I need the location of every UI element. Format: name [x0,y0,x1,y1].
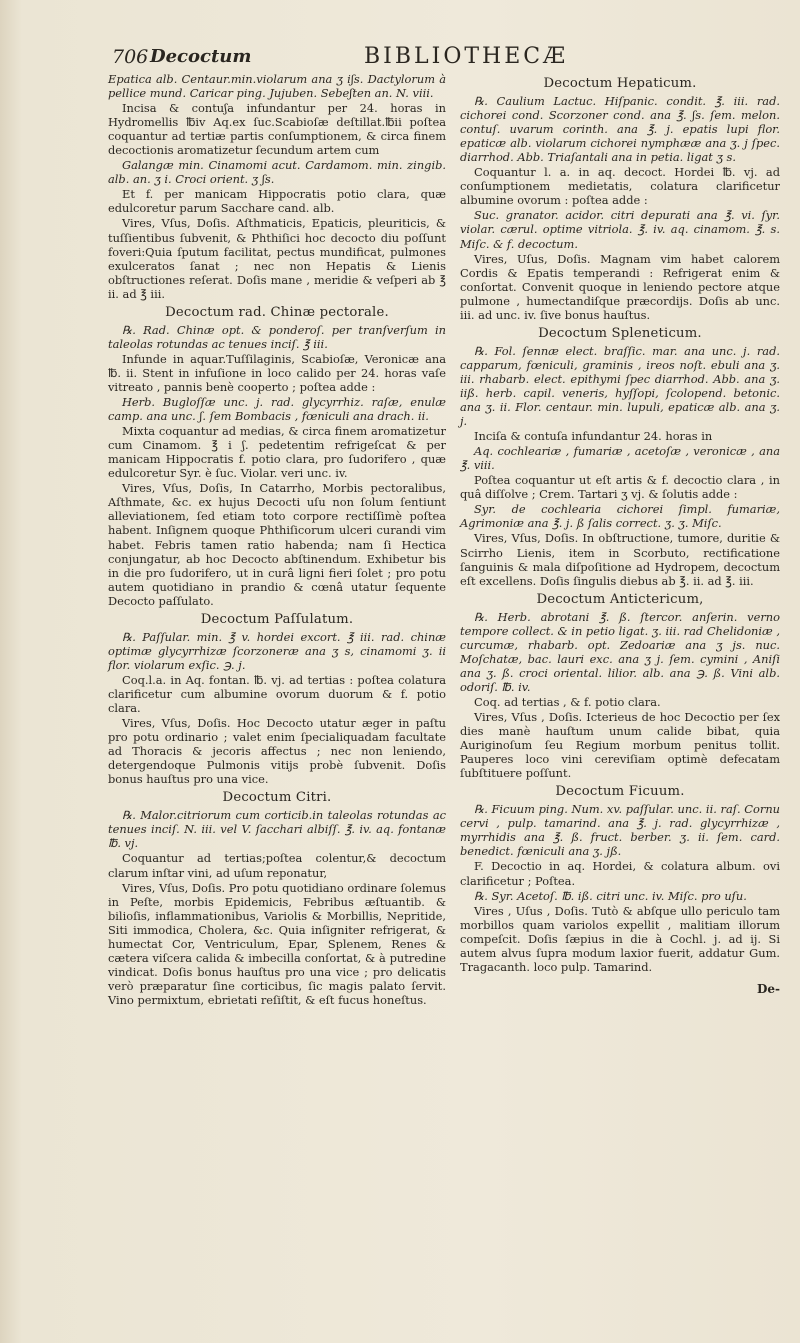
vires-paragraph: Vires, Vſus, Doſis. In obſtructione, tumore, duritie & Scirrho Lienis, item in Scorbuto, rectificatione ſanguinis & mala diſpoſitione ad Hydropem, decoctum eſt excellens. Doſis ſingulis diebus ab ℥. ii. ad ℥. iii. [460,531,780,588]
paragraph: Coq.l.a. in Aq. fontan. ℔. vj. ad tertias : poſtea colatura clarificetur cum albumine ovorum duorum & f. potio clara. [108,672,446,716]
running-caps-title: BIBLIOTHECÆ [364,44,569,69]
page-number: 706 [112,46,149,68]
vires-paragraph: Vires, Vſus, Doſis. Pro potu quotidiano ordinare ſolemus in Peſte, morbis Epidemicis, Febribus æſtuantib. & bilioſis, inflammationibus, Variolis & Morbillis, Nepritide, Siti immodica, Cholera, &c. Quia inſigniter refrigerat, & humectat Cor, Ventriculum, Epar, Splenem, Renes & cætera viſcera calida & imbecilla conſortat, & à putredine vindicat. Doſis bonus hauſtus pro una vice ; pro delicatis verò præparatur ſine corticibus, ſic magis palato ſervit. Vino permixtum, ebrietati reſiſtit, & eſt fucus honeſtus. [108,880,446,1007]
section-heading-antictericum: Decoctum Antictericum, [536,591,704,607]
paragraph: Infunde in aquar.Tuſſilaginis, Scabioſæ, Veronicæ ana ℔. ii. Stent in infuſione in loco calido per 24. horas vaſe vitreato , pannis benè cooperto ; poſtea adde : [108,351,446,394]
section-heading-spleneticum: Decoctum Spleneticum. [538,325,702,341]
recipe-ingredients: ℞. Syr. Acetoſ. ℔. iß. citri unc. iv. Miſc. pro uſu. [474,888,747,903]
paragraph: Coq. ad tertias , & f. potio clara. [474,694,661,709]
paragraph: F. Decoctio in aq. Hordei, & colatura album. ovi clarificetur ; Poſtea. [460,859,780,888]
recipe-ingredients: Herb. Bugloſſæ unc. j. rad. glycyrrhiz. raſæ, enulæ camp. ana unc. ʃ. ſem Bombacis , fœniculi ana drach. ii. [108,395,446,424]
vires-paragraph: Vires, Uſus, Doſis. Magnam vim habet calorem Cordis & Epatis temperandi : Refrigerat enim & conſortat. Convenit quoque in leniendo pectore atque pulmone , humectandiſque præcordijs. Doſis ab unc. iii. ad unc. iv. ſive bonus hauſtus. [460,251,780,322]
vires-paragraph: Vires, Vſus, Doſis. Aſthmaticis, Epaticis, pleuriticis, & tuſſientibus ſubvenit, & Phthiſici hoc decocto diu poſſunt foveri:Quia ſputum facilitat, pectus mundificat, pulmones exulceratos ſanat ; nec non Hepatis & Lienis obſtructiones reſerat. Doſis mane , meridie & veſperi ab ℥ ii. ad ℥ iii. [108,216,446,301]
recipe-ingredients: ℞. Malor.citriorum cum corticib.in taleolas rotundas ac tenues inciſ. N. iii. vel V. ſacchari albiſſ. ℥. iv. aq. fontanæ ℔. vj. [108,808,446,851]
recipe-ingredients: ℞. Rad. Chinæ opt. & ponderoſ. per tranſverſum in taleolas rotundas ac tenues inciſ. ℥ iii. [108,322,446,351]
recipe-ingredients: ℞. Ficuum ping. Num. xv. paſſular. unc. ii. raſ. Cornu cervi , pulp. tamarind. ana ℥. j. rad. glycyrrhizæ , myrrhidis ana ℥. ß. fruct. berber. ʒ. ii. ſem. card. benedict. fœniculi ana ʒ. jß. [460,802,780,859]
recipe-ingredients: Epatica alb. Centaur.min.violarum ana ʒ iʃs. Dactylorum à pellice mund. Caricar ping. Jujuben. Sebeʃten an. N. viii. [108,72,446,101]
paragraph: Et f. per manicam Hippocratis potio clara, quæ edulcoretur parum Sacchare cand. alb. [108,187,446,216]
recipe-ingredients: Galangæ min. Cinamomi acut. Cardamom. min. zingib. alb. an. ʒ i. Croci orient. ʒ ʃs. [108,158,446,187]
recipe-ingredients: ℞. Paſſular. min. ℥ v. hordei excort. ℥ iii. rad. chinæ optimæ glycyrrhizæ ſcorzoneræ ana ʒ s, cinamomi ʒ. ii flor. violarum exſic. ℈. j. [108,629,446,672]
section-heading-passulatum: Decoctum Paſſulatum. [200,611,354,627]
paragraph: Poſtea coquantur ut eſt artis & f. decoctio clara , in quâ diſſolve ; Crem. Tartari ʒ vj. & ſolutis adde : [460,473,780,502]
vires-paragraph: Vires, Vſus, Doſis, In Catarrho, Morbis pectoralibus, Aſthmate, &c. ex hujus Decocti uſu non ſolum ſentiunt alleviationem, ſed etiam toto corpore rectiſſimè poſtea habent. Inſignem quoque Phthiſicorum ulceri curandi vim habet. Febris tamen ratio habenda; nam ſi Hectica conjungatur, ab hoc Decocto abſtinendum. Exhibetur bis in die pro ſudorifero, ut in curâ ligni fieri ſolet ; pro potu autem quotidiano in prandio & cœnâ utatur ſequente Decocto paſſulato. [108,481,446,608]
paragraph: Coquantur l. a. in aq. decoct. Hordei ℔. vj. ad conſumptionem medietatis, colatura clarificetur albumine ovorum : poſtea adde : [460,165,780,208]
running-header [112,44,752,70]
paragraph: Coquantur ad tertias;poſtea colentur,& decoctum clarum inſtar vini, ad uſum reponatur, [108,851,446,880]
recipe-ingredients: ℞. Fol. ſennæ elect. braſſic. mar. ana unc. j. rad. capparum, fœniculi, graminis , ireos noſt. ebuli ana ʒ. iii. rhabarb. elect. epithymi ſpec diarrhod. Abb. ana ʒ. iiß. herb. capil. veneris, hyſſopi, ſcolopend. betonic. ana ʒ. ii. Flor. centaur. min. lupuli, epaticæ alb. ana ʒ. j. [460,343,780,429]
vires-paragraph: Vires, Vſus, Doſis. Hoc Decocto utatur æger in paſtu pro potu ordinario ; valet enim ſpecialiquadam facultate ad Thoracis & jecoris affectus ; nec non leniendo, detergendoque Pulmonis vitijs probè ſubvenit. Doſis bonus hauſtus pro una vice. [108,716,446,787]
paragraph: Inciſa & contuſa infundantur 24. horas in [474,429,713,444]
catchword: De- [756,981,780,996]
recipe-ingredients: ℞. Caulium Lactuc. Hiſpanic. condit. ℥. iii. rad. cichorei cond. Scorzoner cond. ana ℥. ʃs. ſem. melon. contuſ. uvarum corinth. ana ℥. j. epatis lupi flor. epaticæ alb. violarum cichorei nymphææ ana ʒ. j ſpec. diarrhod. Abb. Triaſantali ana in petia. ligat ʒ s. [460,94,780,165]
right-column [460,72,780,996]
vires-paragraph: Vires, Vſus , Doſis. Icterieus de hoc Decoctio per ſex dies manè hauſtum unum calide bibat, quia Auriginoſum ſeu Regium morbum penitus tollit. Pauperes loco vini cereviſiam optimè defecatam ſubſtituere poſſunt. [460,710,780,781]
recipe-ingredients: Syr. de cochlearia cichorei ſimpl. fumariæ, Agrimoniæ ana ℥. j. ß ſalis correct. ʒ. ʒ. Miſc. [460,502,780,531]
left-column [108,72,446,1008]
section-heading-hepaticum: Decoctum Hepaticum. [543,76,697,91]
section-heading-citri: Decoctum Citri. [222,790,332,806]
recipe-ingredients: ℞. Herb. abrotani ℥. ß. ſtercor. anſerin. verno tempore collect. & in petio ligat. ʒ. iii. rad Chelidoniæ , curcumæ, rhabarb. opt. Zedoariæ ana ʒ js. nuc. Moſchatæ, bac. lauri exc. ana ʒ j. ſem. cymini , Aniſi ana ʒ. ß. croci oriental. lilior. alb. ana ℈. ß. Vini alb. odoriſ. ℔. iv. [460,609,780,694]
running-title: Decoctum [150,46,252,67]
section-heading-ficuum: Decoctum Ficuum. [555,784,685,800]
recipe-ingredients: Suc. granator. acidor. citri depurati ana ℥. vi. ſyr. violar. cærul. optime vitriola. ℥. iv. aq. cinamom. ℥. s. Miſc. & f. decoctum. [460,208,780,251]
recipe-ingredients: Aq. cochleariæ , fumariæ , acetoſæ , veronicæ , ana ℥. viii. [460,444,780,473]
section-heading-chinae: Decoctum rad. Chinæ pectorale. [165,304,389,320]
vires-paragraph: Vires , Uſus , Doſis. Tutò & abſque ullo periculo tam morbillos quam variolos expellit , malitiam illorum compeſcit. Doſis ſæpius in die à Cochl. j. ad ij. Si autem alvus ſupra modum laxior fuerit, addatur Gum. Tragacanth. loco pulp. Tamarind. [460,903,780,974]
paragraph: Incisa & contuʃa infundantur per 24. horas in Hydromellis ℔iv Aq.ex ſuc.Scabioſæ deſtillat.℔ii poſtea coquantur ad tertiæ partis conſumptionem, & circa finem decoctionis aromatizetur ſecundum artem cum [108,101,446,158]
paragraph: Mixta coquantur ad medias, & circa finem aromatizetur cum Cinamom. ℥ i ʃ. pedetentim refrigeſcat & per manicam Hippocratis f. potio clara, pro ſudorifero , quæ edulcoretur Syr. è ſuc. Violar. veri unc. iv. [108,424,446,481]
